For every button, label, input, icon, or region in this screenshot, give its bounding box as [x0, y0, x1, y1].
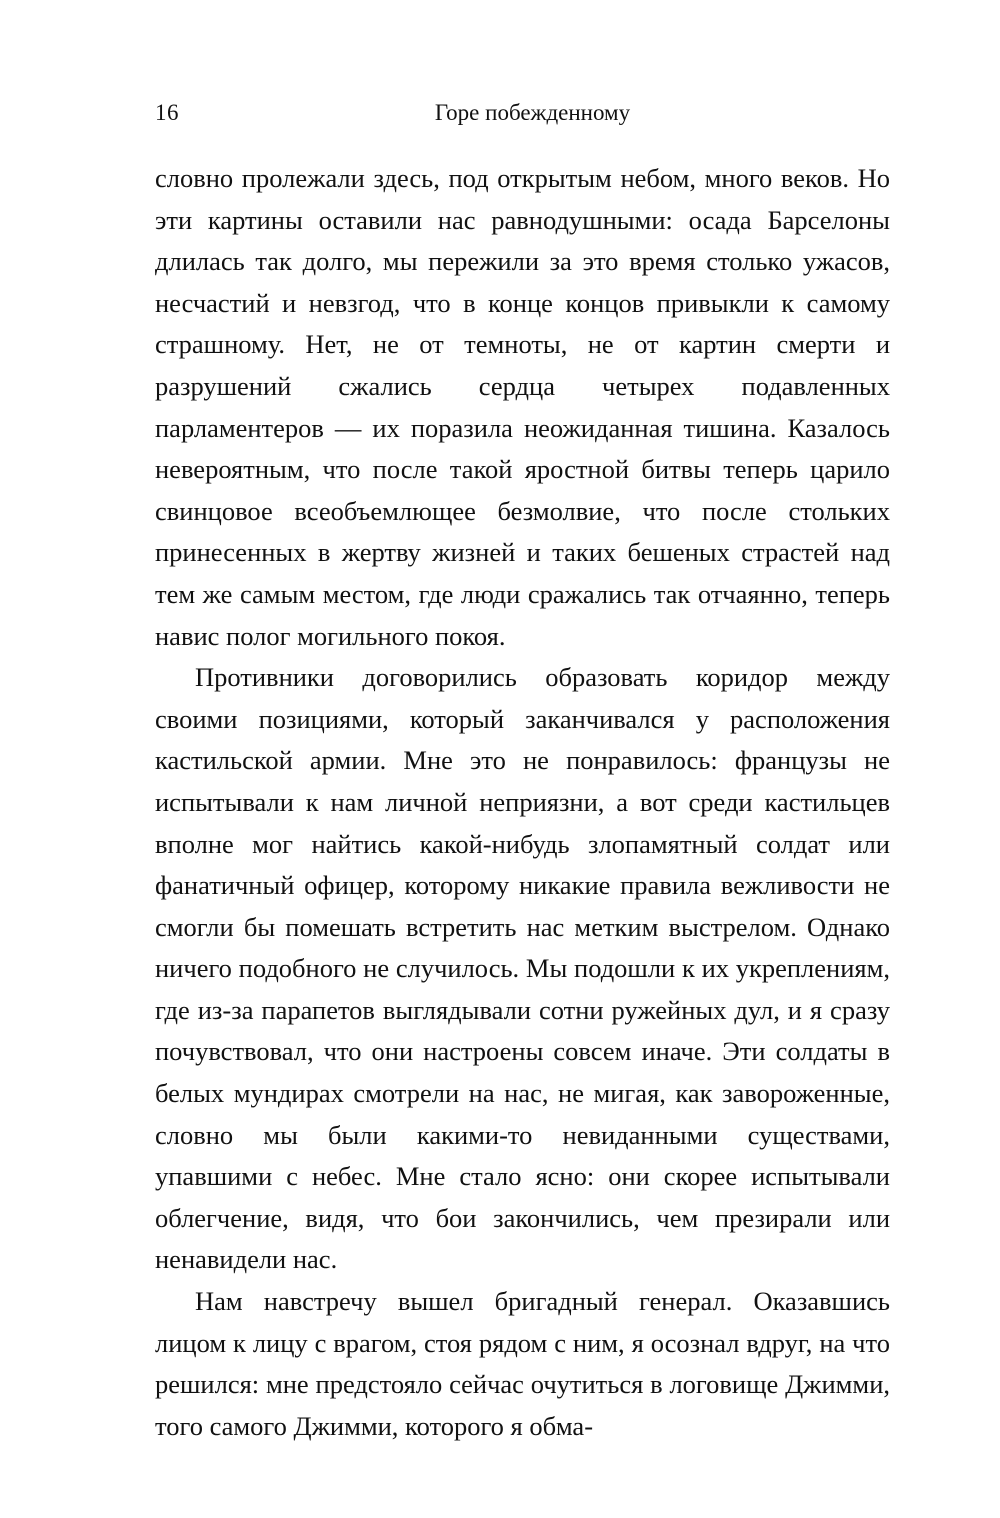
paragraph: Противники договорились образовать коридор между своими позициями, который заканчивался у расположения кастильской армии. Мне это не понравилось: французы не испытывали к нам личной неприязни, а вот среди кастильцев вполне мог найтись какой-нибудь злопамятный солдат или фанатичный офицер, которому никакие правила вежливости не смогли бы помешать встретить нас метким выстрелом. Однако ничего подобного не случилось. Мы подошли к их укреплениям, где из-за парапетов выглядывали сотни ружейных дул, и я сразу почувствовал, что они настроены совсем иначе. Эти солдаты в белых мундирах смотрели на нас, не мигая, как завороженные, словно мы были какими-то невиданными существами, упавшими с небес. Мне стало ясно: они скорее испытывали облегчение, видя, что бои закончились, чем презирали или ненавидели нас. [155, 662, 890, 1275]
page-body [155, 158, 890, 1447]
running-title: Горе побежденному [434, 100, 631, 125]
page-number: 16 [155, 100, 179, 125]
running-head [155, 100, 890, 130]
paragraph: Нам навстречу вышел бригадный генерал. Оказавшись лицом к лицу с врагом, стоя рядом с ним, я осознал вдруг, на что решился: мне предстояло сейчас очутиться в логовище Джимми, того самого Джимми, которого я обма- [155, 1286, 890, 1441]
paragraph: словно пролежали здесь, под открытым небом, много веков. Но эти картины оставили нас равнодушными: осада Барселоны длилась так долго, мы пережили за это время столько ужасов, несчастий и невзгод, что в конце концов привыкли к самому страшному. Нет, не от темноты, не от картин смерти и разрушений сжались сердца четырех подавленных парламентеров — их поразила неожиданная тишина. Казалось невероятным, что после такой яростной битвы теперь царило свинцовое всеобъемлющее безмолвие, что после стольких принесенных в жертву жизней и таких бешеных страстей над тем же самым местом, где люди сражались так отчаянно, теперь навис полог могильного покоя. [155, 163, 890, 651]
